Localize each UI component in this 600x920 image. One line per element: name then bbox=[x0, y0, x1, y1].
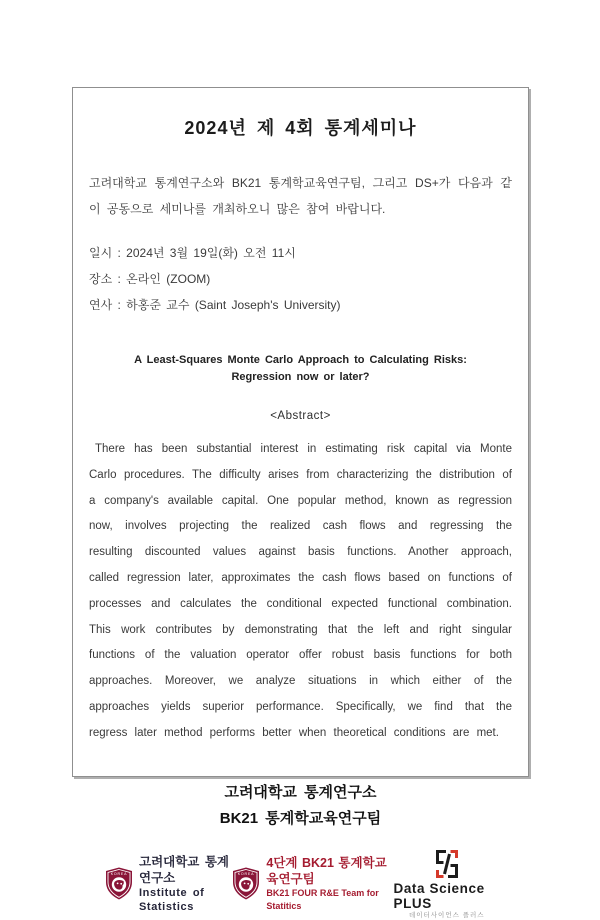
page-title: 2024년 제 4회 통계세미나 bbox=[184, 118, 417, 138]
host-line2: BK21 통계학교육연구팀 bbox=[219, 809, 382, 827]
bk21-logo-text bbox=[266, 855, 393, 913]
host-organizations bbox=[89, 780, 512, 832]
svg-text:KOREA: KOREA bbox=[110, 872, 128, 877]
svg-text:KOREA: KOREA bbox=[238, 872, 255, 877]
intro-paragraph: 고려대학교 통계연구소와 BK21 통계학교육연구팀, 그리고 DS+가 다음과 같이 공동으로 세미나를 개최하오니 많은 참여 바랍니다. bbox=[89, 176, 512, 216]
abstract-label: <Abstract> bbox=[270, 410, 331, 422]
data-science-plus-logo bbox=[393, 848, 500, 920]
seminar-datetime: 일시 : 2024년 3월 19일(화) 오전 11시 bbox=[89, 246, 296, 260]
host-line1: 고려대학교 통계연구소 bbox=[224, 783, 377, 801]
abstract-text: There has been substantial interest in estimating risk capital via Monte Carlo procedures. The difficulty arises from characterizing the distribution of a company's available capital. One popular method, known as regression now, involves projecting the realized cash flows and regressing the resulting discounted values against basis functions. Another approach, called regression later, approximates the cash flows based on functions of processes and calculates the conditional expected functional combination. This work contributes by demonstrating that the left and right singular functions of the valuation operator offer robust basis functions for both approaches. Moreover, we analyze situations in which either of the approaches yields superior performance. Specifically, we find that the regress later method performs better when theoretical conditions are met. bbox=[89, 443, 512, 739]
talk-title-line2: Regression now or later? bbox=[231, 371, 370, 383]
ku-institute-name-kr: 고려대학교 통계연구소 bbox=[139, 854, 229, 885]
talk-title-line1: A Least-Squares Monte Carlo Approach to Calculating Risks: bbox=[134, 354, 467, 366]
ku-shield-icon bbox=[105, 867, 133, 900]
seminar-speaker: 연사 : 하홍준 교수 (Saint Joseph's University) bbox=[89, 298, 341, 312]
bk21-team-logo bbox=[232, 855, 393, 913]
footer-logo-row bbox=[89, 848, 512, 920]
ku-institute-name-en: Institute of Statistics bbox=[139, 886, 205, 913]
dsplus-mark-icon bbox=[430, 848, 464, 880]
talk-title bbox=[89, 352, 512, 386]
ku-shield-icon bbox=[232, 867, 260, 900]
bk21-name-kr: 4단계 BK21 통계학교육연구팀 bbox=[266, 855, 387, 886]
ku-institute-logo bbox=[105, 854, 232, 914]
seminar-venue: 장소 : 온라인 (ZOOM) bbox=[89, 272, 211, 286]
bk21-name-en: BK21 FOUR R&E Team for Statitics bbox=[266, 887, 379, 911]
seminar-info-block bbox=[89, 240, 512, 318]
ku-institute-logo-text bbox=[139, 854, 232, 914]
dsplus-name-en: Data Science PLUS bbox=[393, 880, 485, 911]
seminar-announcement-page bbox=[72, 87, 529, 919]
dsplus-name-kr: 데이터사이언스 플러스 bbox=[408, 911, 485, 919]
